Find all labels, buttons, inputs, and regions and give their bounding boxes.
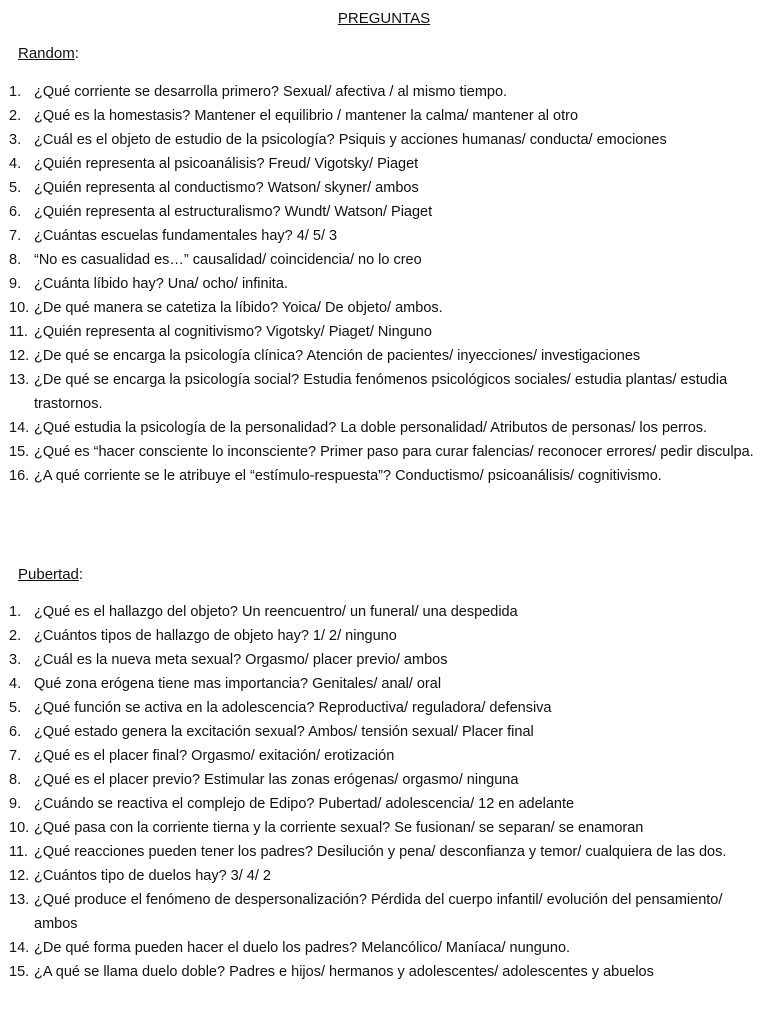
question-item (9, 744, 761, 768)
question-text: ¿Cuál es el objeto de estudio de la psicología? Psiquis y acciones humanas/ conducta/ emociones (34, 132, 667, 148)
question-text: ¿Qué produce el fenómeno de despersonalización? Pérdida del cuerpo infantil/ evolución del pensamiento/ ambos (34, 892, 723, 932)
question-number: 2. (9, 108, 22, 124)
question-text: ¿Qué estudia la psicología de la personalidad? La doble personalidad/ Atributos de personas/ los perros. (34, 420, 708, 436)
question-number: 9. (9, 276, 22, 292)
question-number: 7. (9, 748, 22, 764)
question-number: 12. (9, 868, 30, 884)
question-item (9, 128, 761, 152)
question-text: ¿Cuántas escuelas fundamentales hay? 4/ 5/ 3 (34, 228, 338, 244)
question-item (9, 176, 761, 200)
question-item (9, 696, 761, 720)
question-item (9, 768, 761, 792)
question-number: 10. (9, 820, 30, 836)
question-text: ¿Qué es el placer previo? Estimular las zonas erógenas/ orgasmo/ ninguna (34, 772, 519, 788)
question-text: ¿Qué es el hallazgo del objeto? Un reencuentro/ un funeral/ una despedida (34, 604, 518, 620)
question-item (9, 960, 761, 984)
question-number: 14. (9, 940, 30, 956)
question-item (9, 320, 761, 344)
question-text: ¿Quién representa al estructuralismo? Wundt/ Watson/ Piaget (34, 204, 433, 220)
question-number: 6. (9, 724, 22, 740)
question-text: Qué zona erógena tiene mas importancia? Genitales/ anal/ oral (34, 676, 442, 692)
question-number: 9. (9, 796, 22, 812)
question-item (9, 464, 761, 488)
question-item (9, 792, 761, 816)
question-number: 15. (9, 964, 30, 980)
question-number: 8. (9, 252, 22, 268)
question-number: 3. (9, 132, 22, 148)
question-item (9, 816, 761, 840)
question-number: 6. (9, 204, 22, 220)
question-item (9, 248, 761, 272)
question-item (9, 840, 761, 864)
question-text: ¿De qué se encarga la psicología clínica? Atención de pacientes/ inyecciones/ investigaciones (34, 348, 641, 364)
question-text: ¿Cuántos tipos de hallazgo de objeto hay? 1/ 2/ ninguno (34, 628, 397, 644)
question-item (9, 200, 761, 224)
question-item (9, 624, 761, 648)
question-number: 4. (9, 156, 22, 172)
section-heading-label: Random (18, 45, 75, 62)
question-number: 8. (9, 772, 22, 788)
question-text: ¿De qué se encarga la psicología social? Estudia fenómenos psicológicos sociales/ estudia plantas/ estudia trastornos. (34, 372, 728, 412)
question-list-random (9, 80, 761, 488)
question-text: ¿Cuántos tipo de duelos hay? 3/ 4/ 2 (34, 868, 271, 884)
section-heading-label: Pubertad (18, 566, 79, 583)
section-heading-colon: : (74, 45, 79, 62)
question-number: 2. (9, 628, 22, 644)
question-item (9, 440, 761, 464)
question-text: ¿De qué forma pueden hacer el duelo los padres? Melancólico/ Maníaca/ nunguno. (34, 940, 571, 956)
question-item (9, 936, 761, 960)
question-item (9, 104, 761, 128)
question-text: ¿Qué es la homestasis? Mantener el equilibrio / mantener la calma/ mantener al otro (34, 108, 579, 124)
question-text: ¿Qué reacciones pueden tener los padres? Desilución y pena/ desconfianza y temor/ cualquiera de las dos. (34, 844, 727, 860)
question-text: “No es casualidad es…” causalidad/ coincidencia/ no lo creo (34, 252, 422, 268)
question-number: 3. (9, 652, 22, 668)
question-text: ¿Quién representa al cognitivismo? Vigotsky/ Piaget/ Ninguno (34, 324, 432, 340)
question-number: 11. (9, 844, 29, 860)
question-number: 16. (9, 468, 30, 484)
question-number: 14. (9, 420, 30, 436)
question-item (9, 296, 761, 320)
question-item (9, 648, 761, 672)
question-text: ¿Qué es “hacer consciente lo inconsciente? Primer paso para curar falencias/ reconocer errores/ pedir disculpa. (34, 444, 754, 460)
question-text: ¿Quién representa al psicoanálisis? Freud/ Vigotsky/ Piaget (34, 156, 419, 172)
question-item (9, 864, 761, 888)
question-text: ¿Qué pasa con la corriente tierna y la corriente sexual? Se fusionan/ se separan/ se enamoran (34, 820, 644, 836)
question-text: ¿Qué es el placer final? Orgasmo/ exitación/ erotización (34, 748, 395, 764)
question-number: 5. (9, 180, 22, 196)
question-text: ¿Qué corriente se desarrolla primero? Sexual/ afectiva / al mismo tiempo. (34, 84, 508, 100)
question-item (9, 152, 761, 176)
question-number: 4. (9, 676, 22, 692)
question-item (9, 720, 761, 744)
section-heading-colon: : (78, 566, 84, 583)
question-number: 11. (9, 324, 29, 340)
question-text: ¿Qué estado genera la excitación sexual? Ambos/ tensión sexual/ Placer final (34, 724, 534, 740)
section-heading-random (18, 45, 79, 62)
question-number: 7. (9, 228, 22, 244)
question-number: 10. (9, 300, 30, 316)
question-text: ¿A qué se llama duelo doble? Padres e hijos/ hermanos y adolescentes/ adolescentes y abuelos (34, 964, 654, 980)
section-heading-pubertad (18, 566, 83, 583)
question-text: ¿Cuánta líbido hay? Una/ ocho/ infinita. (34, 276, 288, 292)
question-item (9, 600, 761, 624)
question-list-pubertad (9, 600, 761, 984)
question-text: ¿Cuándo se reactiva el complejo de Edipo? Pubertad/ adolescencia/ 12 en adelante (34, 796, 575, 812)
question-number: 13. (9, 372, 30, 388)
question-item (9, 672, 761, 696)
question-number: 1. (9, 604, 22, 620)
question-number: 5. (9, 700, 22, 716)
question-item (9, 272, 761, 296)
question-text: ¿Cuál es la nueva meta sexual? Orgasmo/ placer previo/ ambos (34, 652, 448, 668)
question-number: 13. (9, 892, 30, 908)
question-text: ¿A qué corriente se le atribuye el “estímulo-respuesta”? Conductismo/ psicoanálisis/ cognitivismo. (34, 468, 662, 484)
question-text: ¿Quién representa al conductismo? Watson/ skyner/ ambos (34, 180, 419, 196)
question-number: 15. (9, 444, 30, 460)
question-number: 12. (9, 348, 30, 364)
question-text: ¿Qué función se activa en la adolescencia? Reproductiva/ reguladora/ defensiva (34, 700, 552, 716)
question-item (9, 888, 761, 936)
question-number: 1. (9, 84, 22, 100)
question-item (9, 80, 761, 104)
question-text: ¿De qué manera se catetiza la líbido? Yoica/ De objeto/ ambos. (34, 300, 443, 316)
question-item (9, 224, 761, 248)
question-item (9, 416, 761, 440)
document-title: PREGUNTAS (337, 10, 431, 27)
question-item (9, 368, 761, 416)
question-item (9, 344, 761, 368)
